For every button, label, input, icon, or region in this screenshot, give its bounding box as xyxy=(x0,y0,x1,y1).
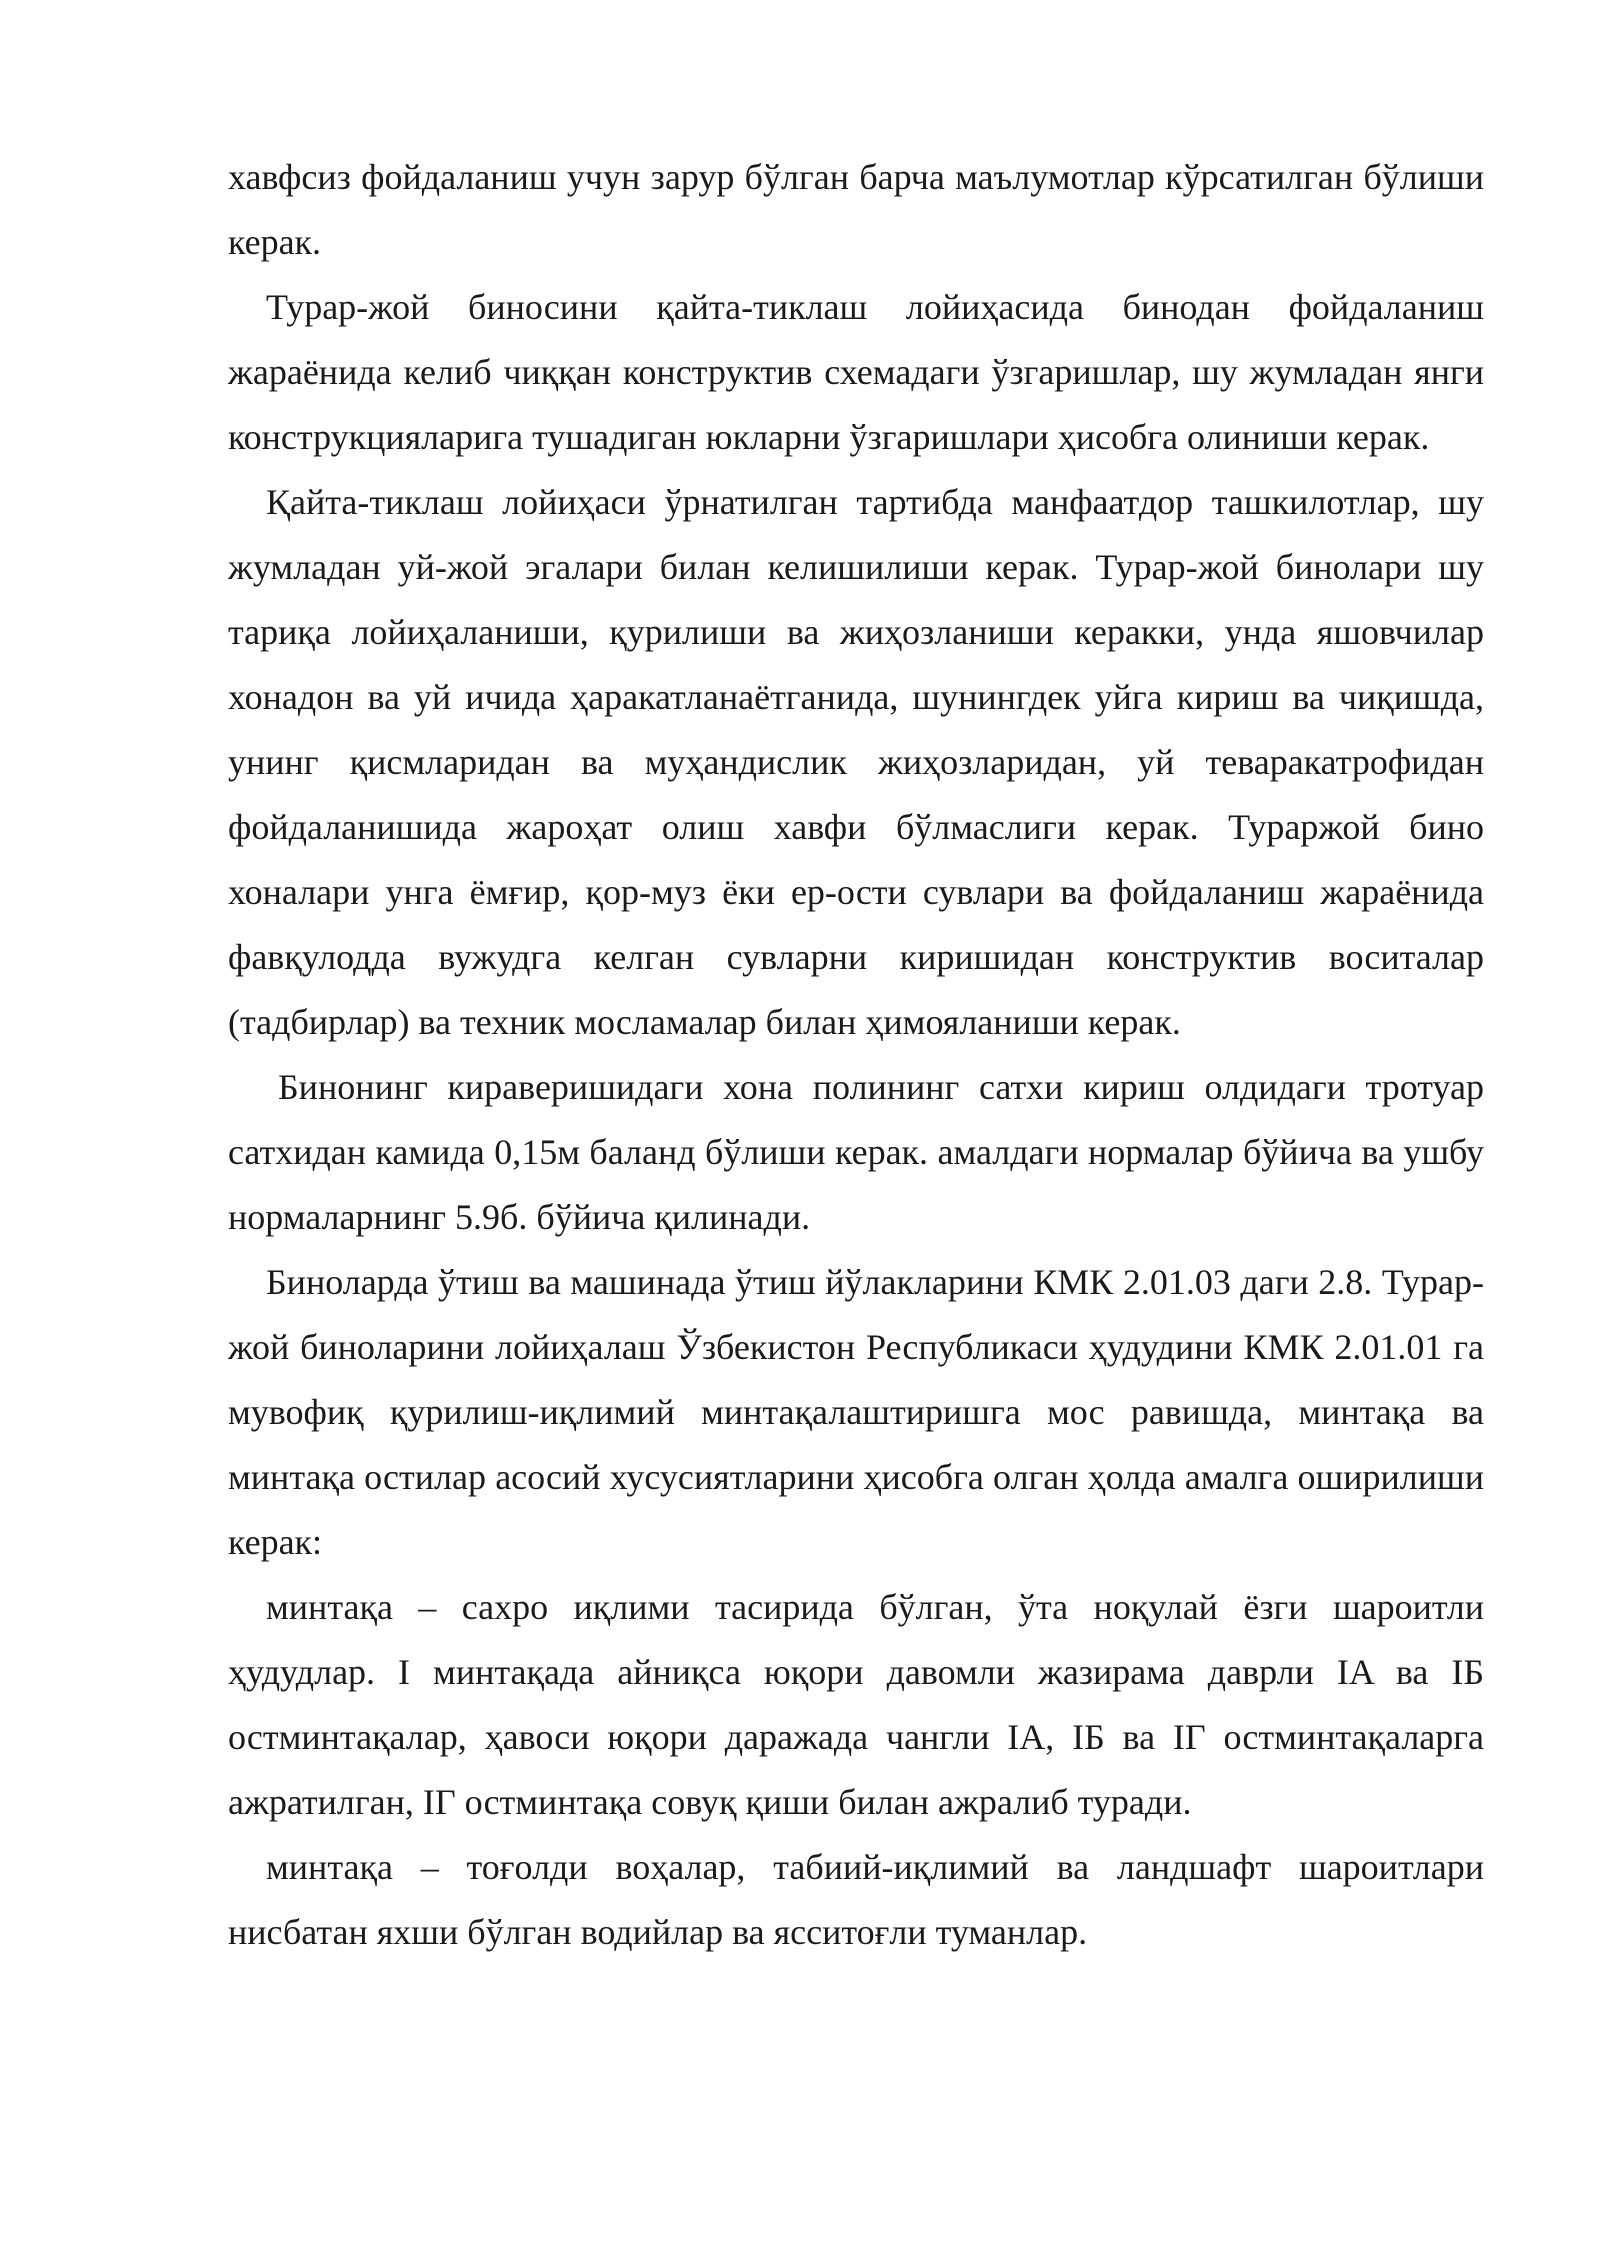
paragraph-project-approval: Қайта-тиклаш лойиҳаси ўрнатилган тартибда манфаатдор ташкилотлар, шу жумладан уй-жой эгалари билан келишилиши керак. Турар-жой бинолари шу тариқа лойиҳаланиши, қурилиши ва жиҳозланиши керакки, унда яшовчилар хонадон ва уй ичида ҳаракатланаётганида, шунингдек уйга кириш ва чиқишда, унинг қисмларидан ва муҳандислик жиҳозларидан, уй теваракатрофидан фойдаланишида жароҳат олиш хавфи бўлмаслиги керак. Тураржой бино хоналари унга ёмғир, қор-муз ёки ер-ости сувлари ва фойдаланиш жараёнида фавқулодда вужудга келган сувларни киришидан конструктив воситалар (тадбирлар) ва техник мосламалар билан ҳимояланиши керак. xyxy=(228,482,1484,1042)
paragraph-entrance-floor-level: Бинонинг кираверишидаги хона полининг сатхи кириш олдидаги тротуар сатхидан камида 0,15м баланд бўлиши керак. амалдаги нормалар бўйича ва ушбу нормаларнинг 5.9б. бўйича қилинади. xyxy=(228,1067,1484,1237)
paragraph-zone-two: минтақа – тоғолди воҳалар, табиий-иқлимий ва ландшафт шароитлари нисбатан яхши бўлган водийлар ва ясситоғли туманлар. xyxy=(228,1847,1484,1952)
paragraph-zone-one: минтақа – сахро иқлими тасирида бўлган, ўта ноқулай ёзги шароитли ҳудудлар. I минтақада айниқса юқори давомли жазирама даврли IA ва IБ остминтақалар, ҳавоси юқори даражада чангли IA, IБ ва IГ остминтақаларга ажратилган, IГ остминтақа совуқ қиши билан ажралиб туради. xyxy=(228,1587,1484,1822)
paragraph-reconstruction-project: Турар-жой биносини қайта-тиклаш лойиҳасида бинодан фойдаланиш жараёнида келиб чиққан конструктив схемадаги ўзгаришлар, шу жумладан янги конструкцияларига тушадиган юкларни ўзгаришлари ҳисобга олиниши керак. xyxy=(228,287,1484,457)
paragraph-continuation: хавфсиз фойдаланиш учун зарур бўлган барча маълумотлар кўрсатилган бўлиши керак. xyxy=(228,157,1484,262)
paragraph-climatic-zoning: Биноларда ўтиш ва машинада ўтиш йўлакларини КМК 2.01.03 даги 2.8. Турар-жой биноларини лойиҳалаш Ўзбекистон Республикаси ҳудудини КМК 2.01.01 га мувофиқ қурилиш-иқлимий минтақалаштиришга мос равишда, минтақа ва минтақа остилар асосий хусусиятларини ҳисобга олган ҳолда амалга оширилиши керак: xyxy=(228,1262,1484,1562)
document-body xyxy=(228,145,1484,1965)
